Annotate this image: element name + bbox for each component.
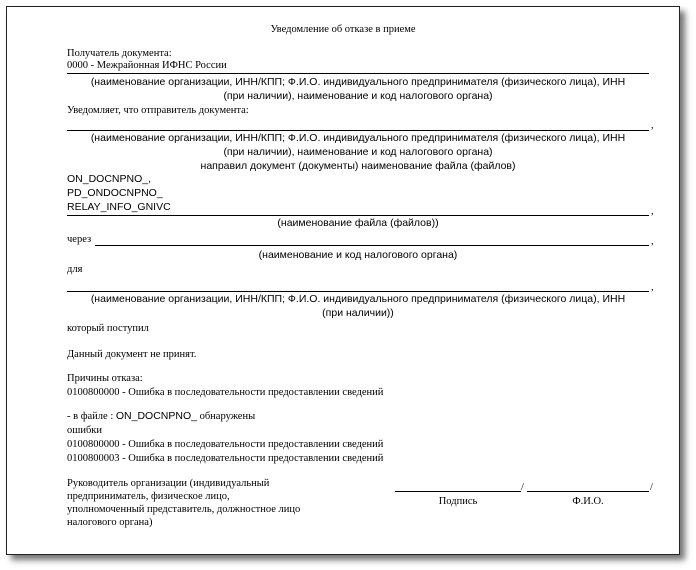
sender-comma: , — [651, 120, 654, 131]
files-comma: , — [651, 206, 654, 217]
files-underline — [67, 215, 649, 216]
sender-caption-2: (при наличии), наименование и код налогового органа) — [223, 146, 493, 158]
sender-underline — [67, 130, 649, 131]
reasons-label: Причины отказа: — [67, 373, 143, 384]
sender-label: Уведомляет, что отправитель документа: — [67, 105, 249, 116]
for-comma: , — [651, 282, 654, 293]
file-error-item-2: 0100800003 - Ошибка в последовательности предоставлении сведений — [67, 453, 384, 464]
recipient-caption-2: (при наличии), наименование и код налогового органа) — [223, 90, 493, 102]
recipient-label: Получатель документа: — [67, 48, 172, 59]
recipient-caption-1: (наименование организации, ИНН/КПП; Ф.И.О. индивидуального предпринимателя (физического лица), ИНН — [90, 76, 626, 88]
for-underline — [67, 291, 649, 292]
files-caption: (наименование файла (файлов)) — [277, 217, 439, 229]
for-label: для — [67, 264, 83, 275]
signature-caption: Подпись — [438, 496, 478, 507]
name-caption: Ф.И.О. — [572, 496, 604, 507]
file-errors-filename: ON_DOCNPNO_ — [115, 410, 197, 422]
via-underline — [95, 245, 649, 246]
file-name-2: PD_ONDOCNPNO_ — [67, 187, 163, 199]
file-errors-suffix: обнаружены — [196, 411, 256, 422]
signature-slash-1: / — [521, 482, 524, 493]
document-title: Уведомление об отказе в приеме — [270, 24, 416, 35]
signature-line — [395, 491, 521, 492]
signer-role-1: Руководитель организации (индивидуальный — [67, 478, 270, 489]
file-errors-header — [67, 410, 255, 423]
recipient-underline — [67, 73, 649, 74]
file-errors-prefix: - в файле : — [67, 411, 116, 422]
file-name-1: ON_DOCNPNO_, — [67, 173, 152, 185]
notice-document — [6, 6, 680, 555]
file-name-3: RELAY_INFO_GNIVC — [67, 201, 171, 213]
name-line — [527, 491, 649, 492]
via-caption: (наименование и код налогового органа) — [258, 249, 458, 261]
file-errors-label: ошибки — [67, 425, 103, 436]
signer-role-3: уполномоченный представитель, должностное лицо — [67, 504, 301, 515]
received-text: который поступил — [67, 323, 149, 334]
for-caption-1: (наименование организации, ИНН/КПП; Ф.И.О. индивидуального предпринимателя (физического лица), ИНН — [90, 293, 626, 305]
not-accepted-text: Данный документ не принят. — [67, 349, 197, 360]
for-caption-2: (при наличии)) — [322, 307, 394, 319]
signer-role-4: налогового органа) — [67, 517, 153, 528]
signer-role-2: предприниматель, физическое лицо, — [67, 491, 230, 502]
signature-slash-2: / — [650, 482, 653, 493]
file-error-item-1: 0100800000 - Ошибка в последовательности предоставлении сведений — [67, 439, 384, 450]
via-label: через — [67, 234, 92, 245]
sender-caption-1: (наименование организации, ИНН/КПП; Ф.И.О. индивидуального предпринимателя (физического лица), ИНН — [90, 132, 626, 144]
reason-item-1: 0100800000 - Ошибка в последовательности предоставлении сведений — [67, 387, 384, 398]
sent-files-label: направил документ (документы) наименование файла (файлов) — [200, 160, 516, 172]
recipient-value: 0000 - Межрайонная ИФНС России — [67, 60, 227, 71]
via-comma: , — [651, 236, 654, 247]
